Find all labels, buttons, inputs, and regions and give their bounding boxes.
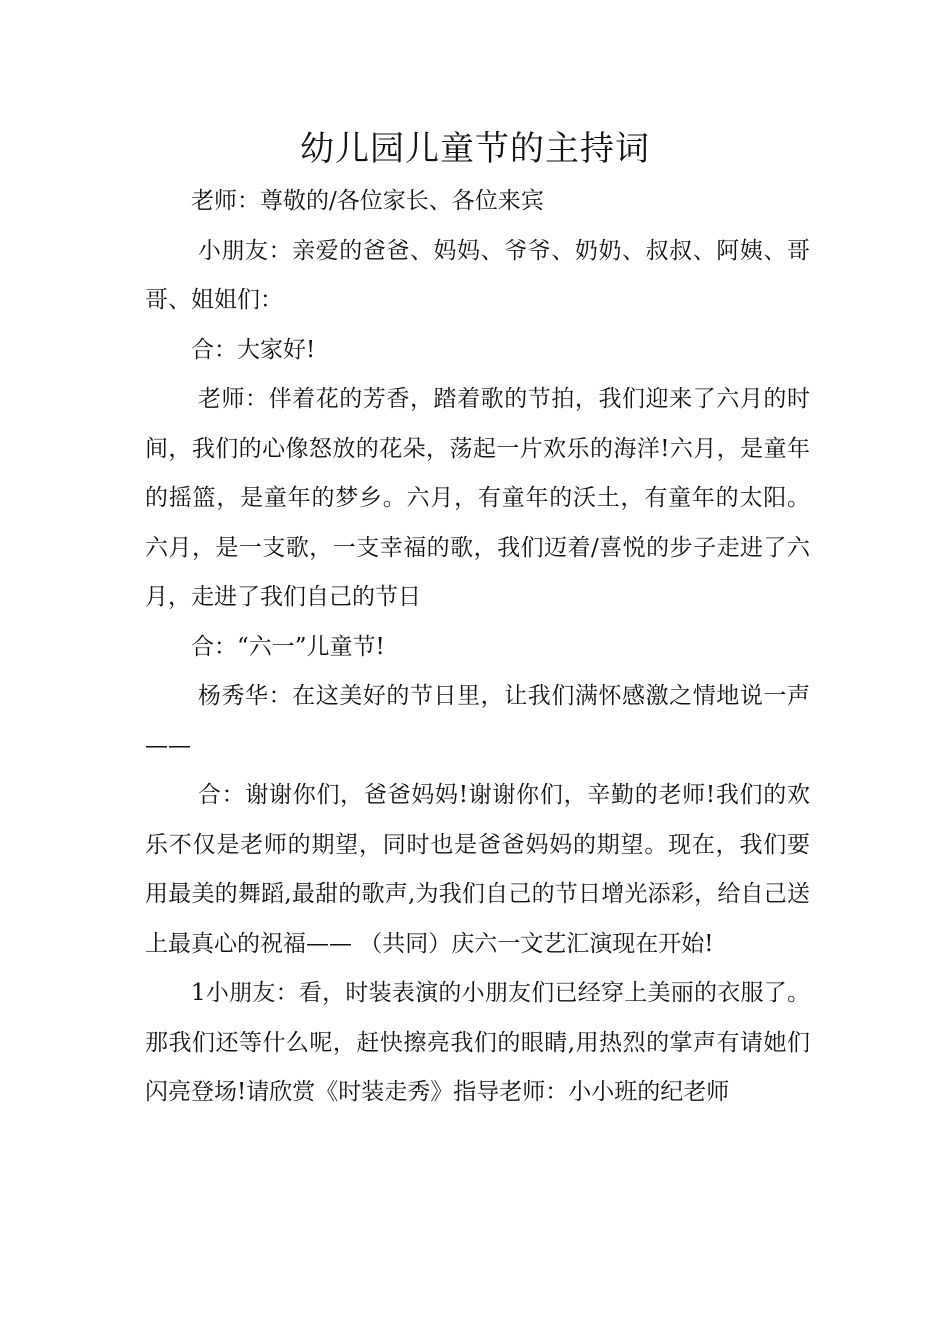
document-body xyxy=(145,177,810,1118)
paragraph-yang-xiuhua: 杨秀华：在这美好的节日里，让我们满怀感激之情地说一声—— xyxy=(145,683,810,759)
paragraph-together-thanks: 合：谢谢你们，爸爸妈妈!谢谢你们，辛勤的老师!我们的欢乐不仅是老师的期望，同时也是爸爸妈妈的期望。现在，我们要用最美的舞蹈,最甜的歌声,为我们自己的节日增光添彩，给自己送上最真心的祝福—— （共同）庆六一文艺汇演现在开始! xyxy=(145,782,810,957)
paragraph-together-childrens-day: 合：“六一”儿童节! xyxy=(191,633,385,660)
paragraph-fashion-show: 1小朋友：看，时装表演的小朋友们已经穿上美丽的衣服了。那我们还等什么呢，赶快擦亮我们的眼睛,用热烈的掌声有请她们闪亮登场!请欣赏《时装走秀》指导老师：小小班的纪老师 xyxy=(145,980,810,1105)
paragraph-children-greeting: 小朋友：亲爱的爸爸、妈妈、爷爷、奶奶、叔叔、阿姨、哥哥、姐姐们： xyxy=(145,237,810,313)
paragraph-teacher-greeting: 老师：尊敬的/各位家长、各位来宾 xyxy=(191,188,544,214)
paragraph-together-hello: 合：大家好! xyxy=(191,336,316,363)
paragraph-teacher-june: 老师：伴着花的芳香，踏着歌的节拍，我们迎来了六月的时间，我们的心像怒放的花朵，荡起一片欢乐的海洋!六月，是童年的摇篮，是童年的梦乡。六月，有童年的沃土，有童年的太阳。六月，是一支歌，一支幸福的歌，我们迈着/喜悦的步子走进了六月，走进了我们自己的节日 xyxy=(145,386,810,610)
document-title: 幼儿园儿童节的主持词 xyxy=(300,129,650,169)
